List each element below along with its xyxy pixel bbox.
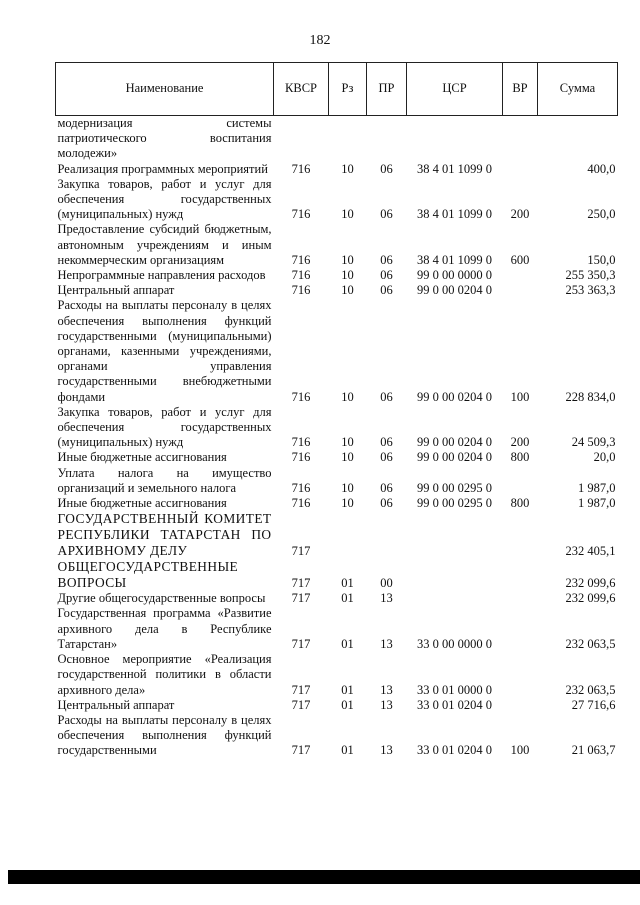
cell-csr: 99 0 00 0204 0: [417, 435, 492, 450]
cell-kvsr: 717: [291, 743, 311, 758]
cell-name: Центральный аппарат: [57, 697, 175, 712]
cell-rz: [329, 511, 367, 559]
cell-vr: [503, 116, 538, 162]
cell-csr: 99 0 00 0295 0: [417, 496, 492, 511]
cell-kvsr: 716: [291, 480, 311, 495]
cell-vr: [503, 591, 538, 606]
cell-pr: 06: [380, 207, 393, 222]
cell-csr: 38 4 01 1099 0: [417, 252, 492, 267]
cell-name: Центральный аппарат: [57, 283, 175, 298]
column-header-rz: Рз: [329, 63, 367, 116]
cell-csr: 33 0 01 0204 0: [417, 743, 492, 758]
cell-pr: 13: [380, 743, 393, 758]
cell-name: Иные бюджетные ассигнования: [57, 450, 227, 465]
cell-name: Другие общегосударственные вопросы: [57, 591, 266, 606]
table-row: [56, 591, 618, 606]
cell-csr: 38 4 01 1099 0: [417, 161, 492, 176]
cell-kvsr: [274, 116, 329, 162]
cell-kvsr: 717: [291, 636, 311, 651]
cell-name: ОБЩЕГОСУДАРСТВЕННЫЕ ВОПРОСЫ: [57, 559, 239, 591]
cell-pr: 06: [380, 252, 393, 267]
table-row: [56, 511, 618, 559]
cell-name: Реализация программных мероприятий: [57, 161, 268, 176]
cell-rz: 01: [341, 743, 354, 758]
cell-sum: 255 350,3: [565, 268, 616, 283]
cell-rz: [329, 116, 367, 162]
table-row: [56, 559, 618, 591]
cell-csr: [407, 511, 503, 559]
cell-rz: 01: [341, 636, 354, 651]
cell-pr: 06: [380, 268, 393, 283]
table-row: [56, 405, 618, 451]
cell-name: Уплата налога на имущество организаций и земельного налога: [57, 465, 272, 495]
cell-name: Закупка товаров, работ и услуг для обеспечения государственных (муниципальных) нужд: [57, 404, 272, 450]
cell-kvsr: 716: [291, 207, 311, 222]
cell-kvsr: 716: [291, 450, 311, 465]
cell-vr: [503, 652, 538, 698]
cell-vr: 100: [510, 389, 530, 404]
table-row: [56, 162, 618, 177]
cell-csr: [407, 116, 503, 162]
cell-vr: [503, 283, 538, 298]
cell-sum: 150,0: [587, 252, 616, 267]
table-row: [56, 283, 618, 298]
cell-rz: 10: [341, 389, 354, 404]
table-row: [56, 496, 618, 511]
cell-csr: 33 0 01 0204 0: [417, 697, 492, 712]
column-header-name: Наименование: [56, 63, 274, 116]
cell-kvsr: 717: [291, 544, 311, 559]
cell-csr: 33 0 00 0000 0: [417, 636, 492, 651]
cell-rz: 10: [341, 496, 354, 511]
cell-sum: [538, 116, 618, 162]
table-header-row: [56, 63, 618, 116]
cell-pr: 13: [380, 697, 393, 712]
cell-vr: 200: [510, 207, 530, 222]
cell-kvsr: 717: [291, 591, 311, 606]
cell-csr: 99 0 00 0295 0: [417, 480, 492, 495]
cell-rz: 10: [341, 283, 354, 298]
cell-name: Государственная программа «Развитие архивного дела в Республике Татарстан»: [57, 606, 272, 651]
cell-sum: 250,0: [587, 207, 616, 222]
cell-vr: 600: [510, 252, 530, 267]
cell-csr: [407, 591, 503, 606]
column-header-csr: ЦСР: [407, 63, 503, 116]
cell-kvsr: 716: [291, 389, 311, 404]
cell-rz: 10: [341, 480, 354, 495]
budget-table-frame: [55, 62, 617, 759]
cell-sum: 253 363,3: [565, 283, 616, 298]
cell-kvsr: 716: [291, 268, 311, 283]
cell-vr: [503, 162, 538, 177]
cell-pr: 06: [380, 450, 393, 465]
cell-kvsr: 717: [291, 576, 311, 591]
cell-csr: 99 0 00 0000 0: [417, 268, 492, 283]
table-row: [56, 268, 618, 283]
budget-table: [55, 62, 618, 759]
table-row: [56, 466, 618, 496]
cell-rz: 01: [341, 576, 354, 591]
cell-vr: [503, 606, 538, 652]
cell-rz: 10: [341, 207, 354, 222]
cell-sum: 24 509,3: [571, 435, 616, 450]
cell-pr: [367, 511, 407, 559]
cell-rz: 01: [341, 682, 354, 697]
cell-pr: 13: [380, 636, 393, 651]
table-row: [56, 450, 618, 465]
cell-sum: 400,0: [587, 161, 616, 176]
table-body: [56, 116, 618, 759]
cell-sum: 27 716,6: [571, 697, 616, 712]
cell-pr: [367, 116, 407, 162]
table-row: [56, 222, 618, 268]
scan-bottom-edge: [8, 870, 640, 884]
cell-sum: 232 063,5: [565, 682, 616, 697]
cell-kvsr: 716: [291, 252, 311, 267]
cell-sum: 232 405,1: [565, 544, 616, 559]
table-row: [56, 116, 618, 162]
cell-rz: 01: [341, 697, 354, 712]
column-header-kvsr: КВСР: [274, 63, 329, 116]
cell-name: Предоставление субсидий бюджетным, автономным учреждениям и иным некоммерческим организациям: [57, 222, 272, 267]
cell-csr: 99 0 00 0204 0: [417, 450, 492, 465]
cell-sum: 228 834,0: [565, 389, 616, 404]
table-row: [56, 713, 618, 759]
cell-name: Основное мероприятие «Реализация государственной политики в области архивного дела»: [57, 652, 272, 697]
cell-vr: [503, 268, 538, 283]
cell-vr: [503, 698, 538, 713]
cell-csr: [407, 559, 503, 591]
cell-vr: 800: [510, 496, 530, 511]
cell-pr: 00: [380, 576, 393, 591]
cell-rz: 10: [341, 252, 354, 267]
cell-name: Расходы на выплаты персоналу в целях обеспечения выполнения функций государственными: [57, 712, 272, 758]
cell-pr: 06: [380, 161, 393, 176]
cell-rz: 10: [341, 161, 354, 176]
cell-pr: 13: [380, 591, 393, 606]
cell-rz: 10: [341, 450, 354, 465]
cell-rz: 10: [341, 268, 354, 283]
cell-sum: 1 987,0: [578, 480, 616, 495]
cell-sum: 21 063,7: [571, 743, 616, 758]
cell-name: Расходы на выплаты персоналу в целях обеспечения выполнения функций государственными (муниципальными) органами, казенными учреждениями, органами управления государственными внебюджетными фондами: [57, 298, 272, 404]
cell-name: ГОСУДАРСТВЕННЫЙ КОМИТЕТ РЕСПУБЛИКИ ТАТАРСТАН ПО АРХИВНОМУ ДЕЛУ: [57, 511, 272, 559]
table-row: [56, 652, 618, 698]
table-row: [56, 606, 618, 652]
cell-name: Непрограммные направления расходов: [57, 268, 266, 283]
cell-kvsr: 717: [291, 682, 311, 697]
cell-csr: 33 0 01 0000 0: [417, 682, 492, 697]
cell-pr: 06: [380, 480, 393, 495]
cell-csr: 99 0 00 0204 0: [417, 389, 492, 404]
cell-sum: 1 987,0: [578, 496, 616, 511]
cell-pr: 06: [380, 389, 393, 404]
page-number: 182: [309, 33, 331, 48]
cell-vr: 100: [510, 743, 530, 758]
cell-kvsr: 717: [291, 697, 311, 712]
table-row: [56, 698, 618, 713]
cell-pr: 06: [380, 283, 393, 298]
cell-name: Закупка товаров, работ и услуг для обеспечения государственных (муниципальных) нужд: [57, 176, 272, 222]
column-header-pr: ПР: [367, 63, 407, 116]
column-header-sum: Сумма: [538, 63, 618, 116]
cell-kvsr: 716: [291, 161, 311, 176]
column-header-vr: ВР: [503, 63, 538, 116]
cell-vr: [503, 511, 538, 559]
cell-vr: [503, 466, 538, 496]
cell-vr: 800: [510, 450, 530, 465]
cell-name: Иные бюджетные ассигнования: [57, 496, 227, 511]
cell-pr: 06: [380, 435, 393, 450]
cell-pr: 13: [380, 682, 393, 697]
cell-vr: 200: [510, 435, 530, 450]
cell-kvsr: 716: [291, 283, 311, 298]
cell-rz: 01: [341, 591, 354, 606]
cell-name: модернизация системы патриотического воспитания молодежи»: [57, 116, 272, 161]
cell-sum: 232 099,6: [565, 576, 616, 591]
cell-sum: 232 063,5: [565, 636, 616, 651]
cell-sum: 20,0: [593, 450, 616, 465]
cell-rz: 10: [341, 435, 354, 450]
cell-kvsr: 716: [291, 435, 311, 450]
cell-csr: 99 0 00 0204 0: [417, 283, 492, 298]
table-row: [56, 298, 618, 404]
cell-kvsr: 716: [291, 496, 311, 511]
cell-sum: 232 099,6: [565, 591, 616, 606]
table-row: [56, 177, 618, 223]
cell-csr: 38 4 01 1099 0: [417, 207, 492, 222]
cell-vr: [503, 559, 538, 591]
cell-pr: 06: [380, 496, 393, 511]
